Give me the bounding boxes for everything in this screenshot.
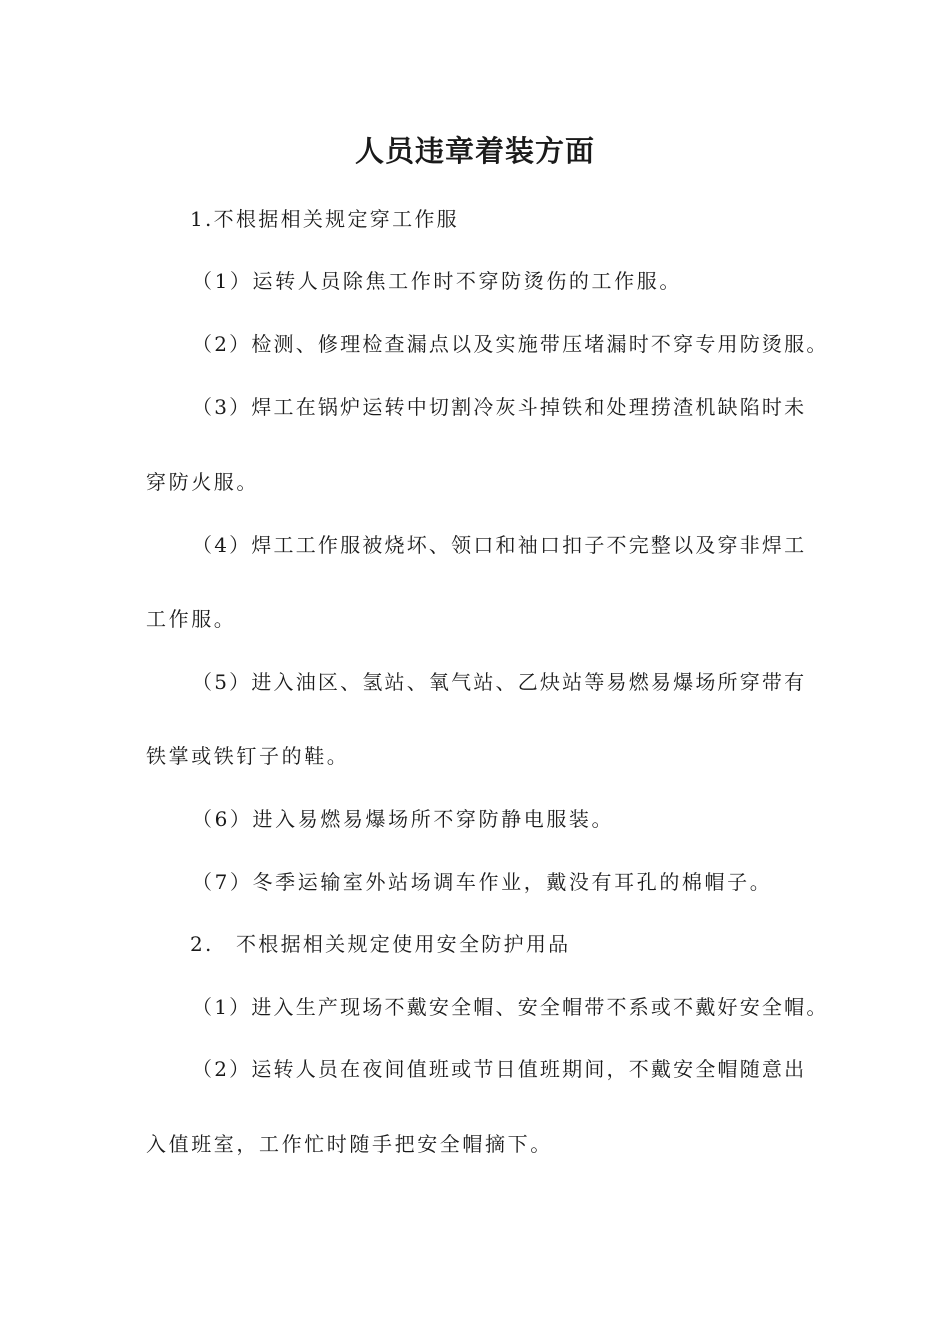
item-1-4-line-2: 工作服。 xyxy=(146,607,237,631)
item-1-3-line-1: （3）焊工在锅炉运转中切割冷灰斗掉铁和处理捞渣机缺陷时未 xyxy=(192,395,807,419)
section-heading-1: 1.不根据相关规定穿工作服 xyxy=(190,207,459,231)
item-2-2-line-1: （2）运转人员在夜间值班或节日值班期间，不戴安全帽随意出 xyxy=(192,1057,807,1081)
item-1-5-line-1: （5）进入油区、氢站、氧气站、乙炔站等易燃易爆场所穿带有 xyxy=(192,670,807,694)
page-title: 人员违章着装方面 xyxy=(354,134,595,168)
item-1-6: （6）进入易燃易爆场所不穿防静电服装。 xyxy=(192,807,615,831)
item-2-2-line-2: 入值班室，工作忙时随手把安全帽摘下。 xyxy=(146,1132,553,1156)
item-2-1: （1）进入生产现场不戴安全帽、安全帽带不系或不戴好安全帽。 xyxy=(192,995,829,1019)
item-1-3-line-2: 穿防火服。 xyxy=(146,470,259,494)
item-1-4-line-1: （4）焊工工作服被烧坏、领口和袖口扣子不完整以及穿非焊工 xyxy=(192,533,807,557)
section-heading-2: 2. 不根据相关规定使用安全防护用品 xyxy=(190,932,571,956)
item-1-1: （1）运转人员除焦工作时不穿防烫伤的工作服。 xyxy=(192,269,682,293)
item-1-5-line-2: 铁掌或铁钉子的鞋。 xyxy=(146,744,350,768)
item-1-2: （2）检测、修理检查漏点以及实施带压堵漏时不穿专用防烫服。 xyxy=(192,332,829,356)
item-1-7: （7）冬季运输室外站场调车作业，戴没有耳孔的棉帽子。 xyxy=(192,870,773,894)
